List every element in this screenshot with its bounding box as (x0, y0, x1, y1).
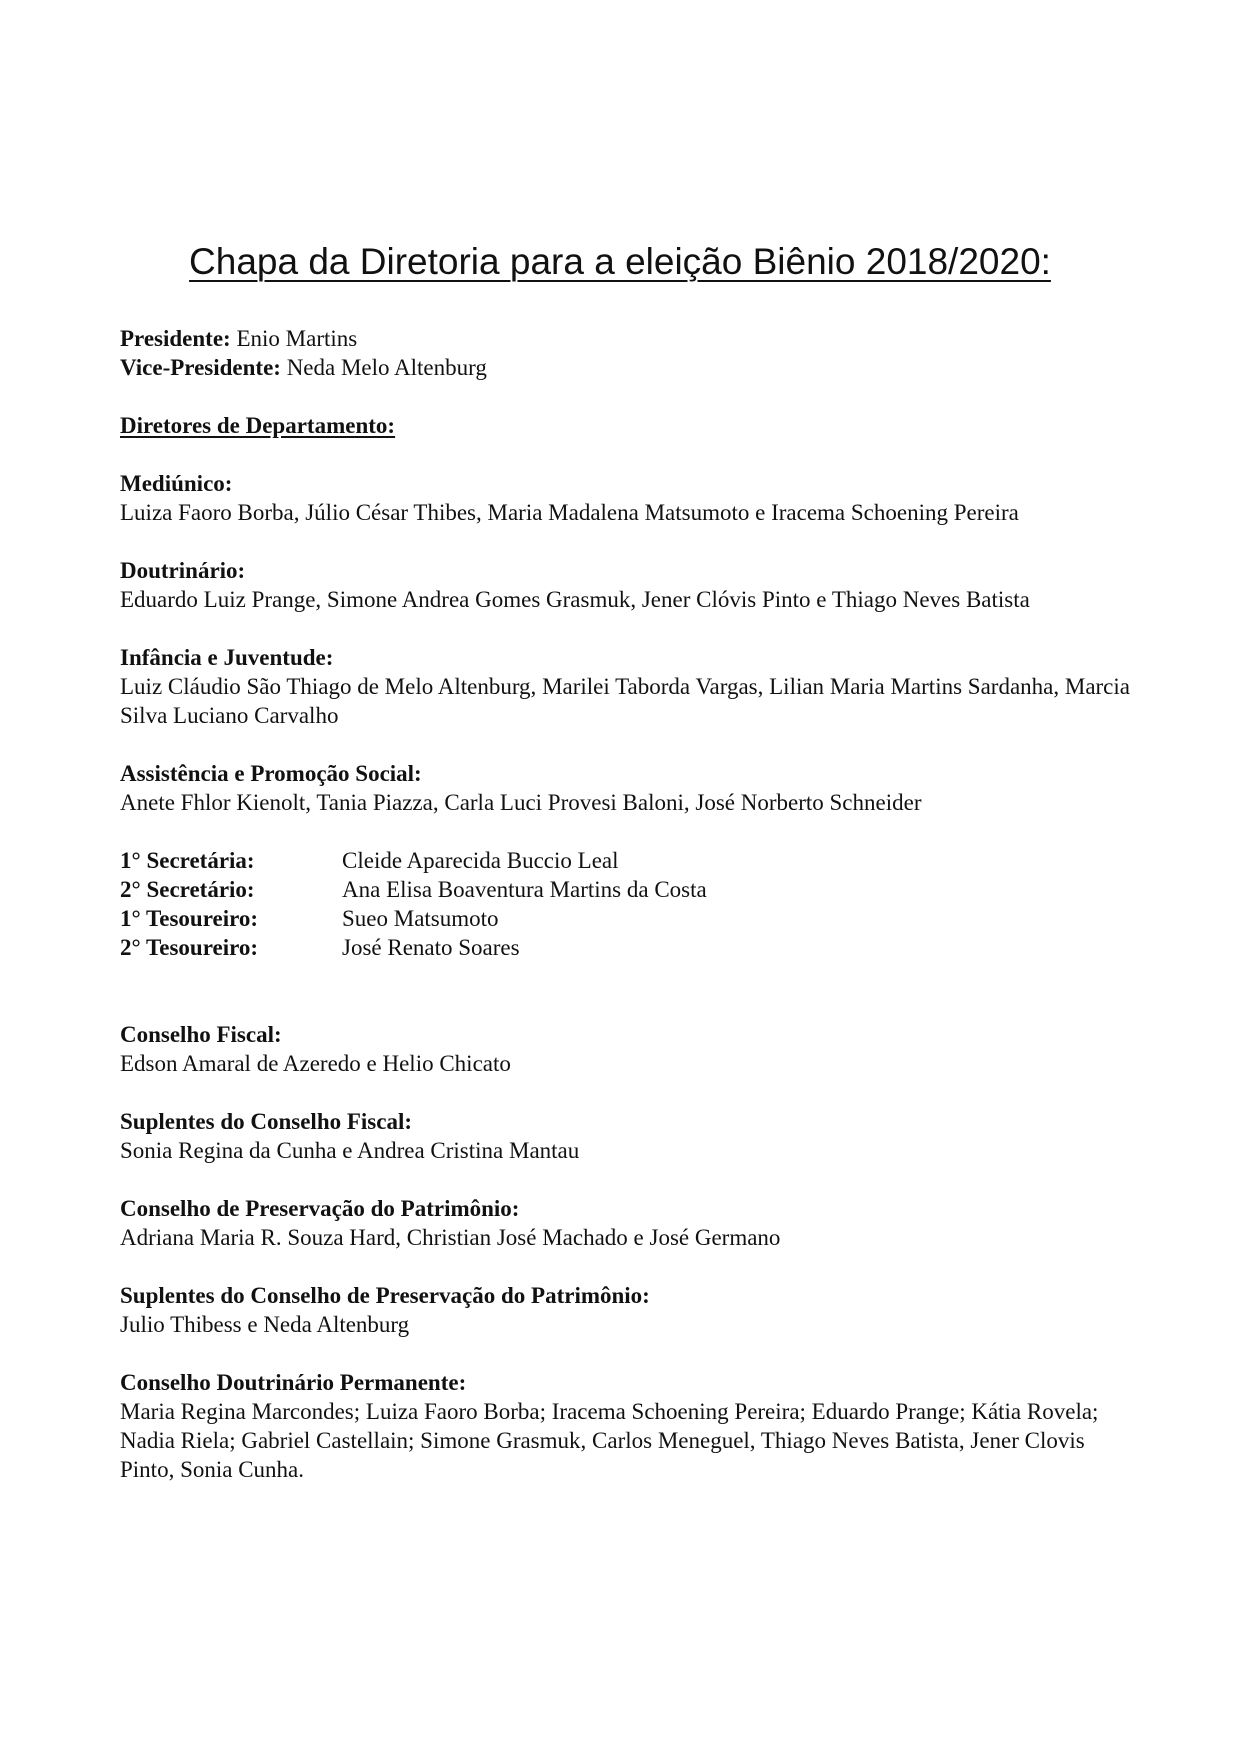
vice-presidente-line (120, 353, 1130, 382)
suplentes-preservacao-label: Suplentes do Conselho de Preservação do Patrimônio: (120, 1283, 650, 1308)
cargo-row (120, 933, 1130, 962)
cargo-row (120, 875, 1130, 904)
mediunico-label: Mediúnico: (120, 471, 233, 496)
vice-presidente-value: Neda Melo Altenburg (286, 355, 487, 380)
document-body (120, 324, 1130, 1484)
assistencia-label: Assistência e Promoção Social: (120, 761, 422, 786)
section-doutrinario (120, 556, 1130, 614)
cargo-value: José Renato Soares (342, 935, 520, 960)
conselho-fiscal-label: Conselho Fiscal: (120, 1022, 282, 1047)
section-infancia-juventude (120, 643, 1130, 730)
diretores-heading: Diretores de Departamento: (120, 413, 396, 438)
section-mediunico (120, 469, 1130, 527)
doutrinario-value: Eduardo Luiz Prange, Simone Andrea Gomes Grasmuk, Jener Clóvis Pinto e Thiago Neves Batista (120, 587, 1030, 612)
mediunico-value: Luiza Faoro Borba, Júlio César Thibes, Maria Madalena Matsumoto e Iracema Schoening Pereira (120, 500, 1019, 525)
doutrinario-permanente-value: Maria Regina Marcondes; Luiza Faoro Borba; Iracema Schoening Pereira; Eduardo Prange; Kátia Rovela; Nadia Riela; Gabriel Castellain; Simone Grasmuk, Carlos Meneguel, Thiago Neves Batista, Jener Clovis Pinto, Sonia Cunha. (120, 1399, 1099, 1482)
conselho-fiscal-value: Edson Amaral de Azeredo e Helio Chicato (120, 1051, 511, 1076)
section-conselho-fiscal (120, 1020, 1130, 1078)
presidente-label: Presidente: (120, 326, 231, 351)
cargo-row (120, 904, 1130, 933)
suplentes-fiscal-value: Sonia Regina da Cunha e Andrea Cristina Mantau (120, 1138, 580, 1163)
section-cargos (120, 846, 1130, 962)
section-assistencia (120, 759, 1130, 817)
cargo-label: 1° Secretária: (120, 848, 255, 873)
vice-presidente-label: Vice-Presidente: (120, 355, 281, 380)
suplentes-fiscal-label: Suplentes do Conselho Fiscal: (120, 1109, 413, 1134)
doutrinario-permanente-label: Conselho Doutrinário Permanente: (120, 1370, 467, 1395)
page-title: Chapa da Diretoria para a eleição Biênio 2018/2020: (189, 241, 1051, 282)
cargo-label: 2° Secretário: (120, 877, 255, 902)
section-preservacao (120, 1194, 1130, 1252)
section-suplentes-fiscal (120, 1107, 1130, 1165)
preservacao-label: Conselho de Preservação do Patrimônio: (120, 1196, 520, 1221)
cargo-value: Ana Elisa Boaventura Martins da Costa (342, 877, 707, 902)
infancia-value: Luiz Cláudio São Thiago de Melo Altenburg, Marilei Taborda Vargas, Lilian Maria Martins Sardanha, Marcia Silva Luciano Carvalho (120, 674, 1130, 728)
cargo-value: Cleide Aparecida Buccio Leal (342, 848, 619, 873)
doutrinario-label: Doutrinário: (120, 558, 246, 583)
presidente-value: Enio Martins (236, 326, 358, 351)
cargo-row (120, 846, 1130, 875)
cargo-value: Sueo Matsumoto (342, 906, 499, 931)
cargo-label: 1° Tesoureiro: (120, 906, 259, 931)
presidente-line (120, 324, 1130, 353)
cargo-label: 2° Tesoureiro: (120, 935, 259, 960)
preservacao-value: Adriana Maria R. Souza Hard, Christian José Machado e José Germano (120, 1225, 781, 1250)
infancia-label: Infância e Juventude: (120, 645, 334, 670)
suplentes-preservacao-value: Julio Thibess e Neda Altenburg (120, 1312, 410, 1337)
assistencia-value: Anete Fhlor Kienolt, Tania Piazza, Carla Luci Provesi Baloni, José Norberto Schneider (120, 790, 922, 815)
section-suplentes-preservacao (120, 1281, 1130, 1339)
section-doutrinario-permanente (120, 1368, 1130, 1484)
